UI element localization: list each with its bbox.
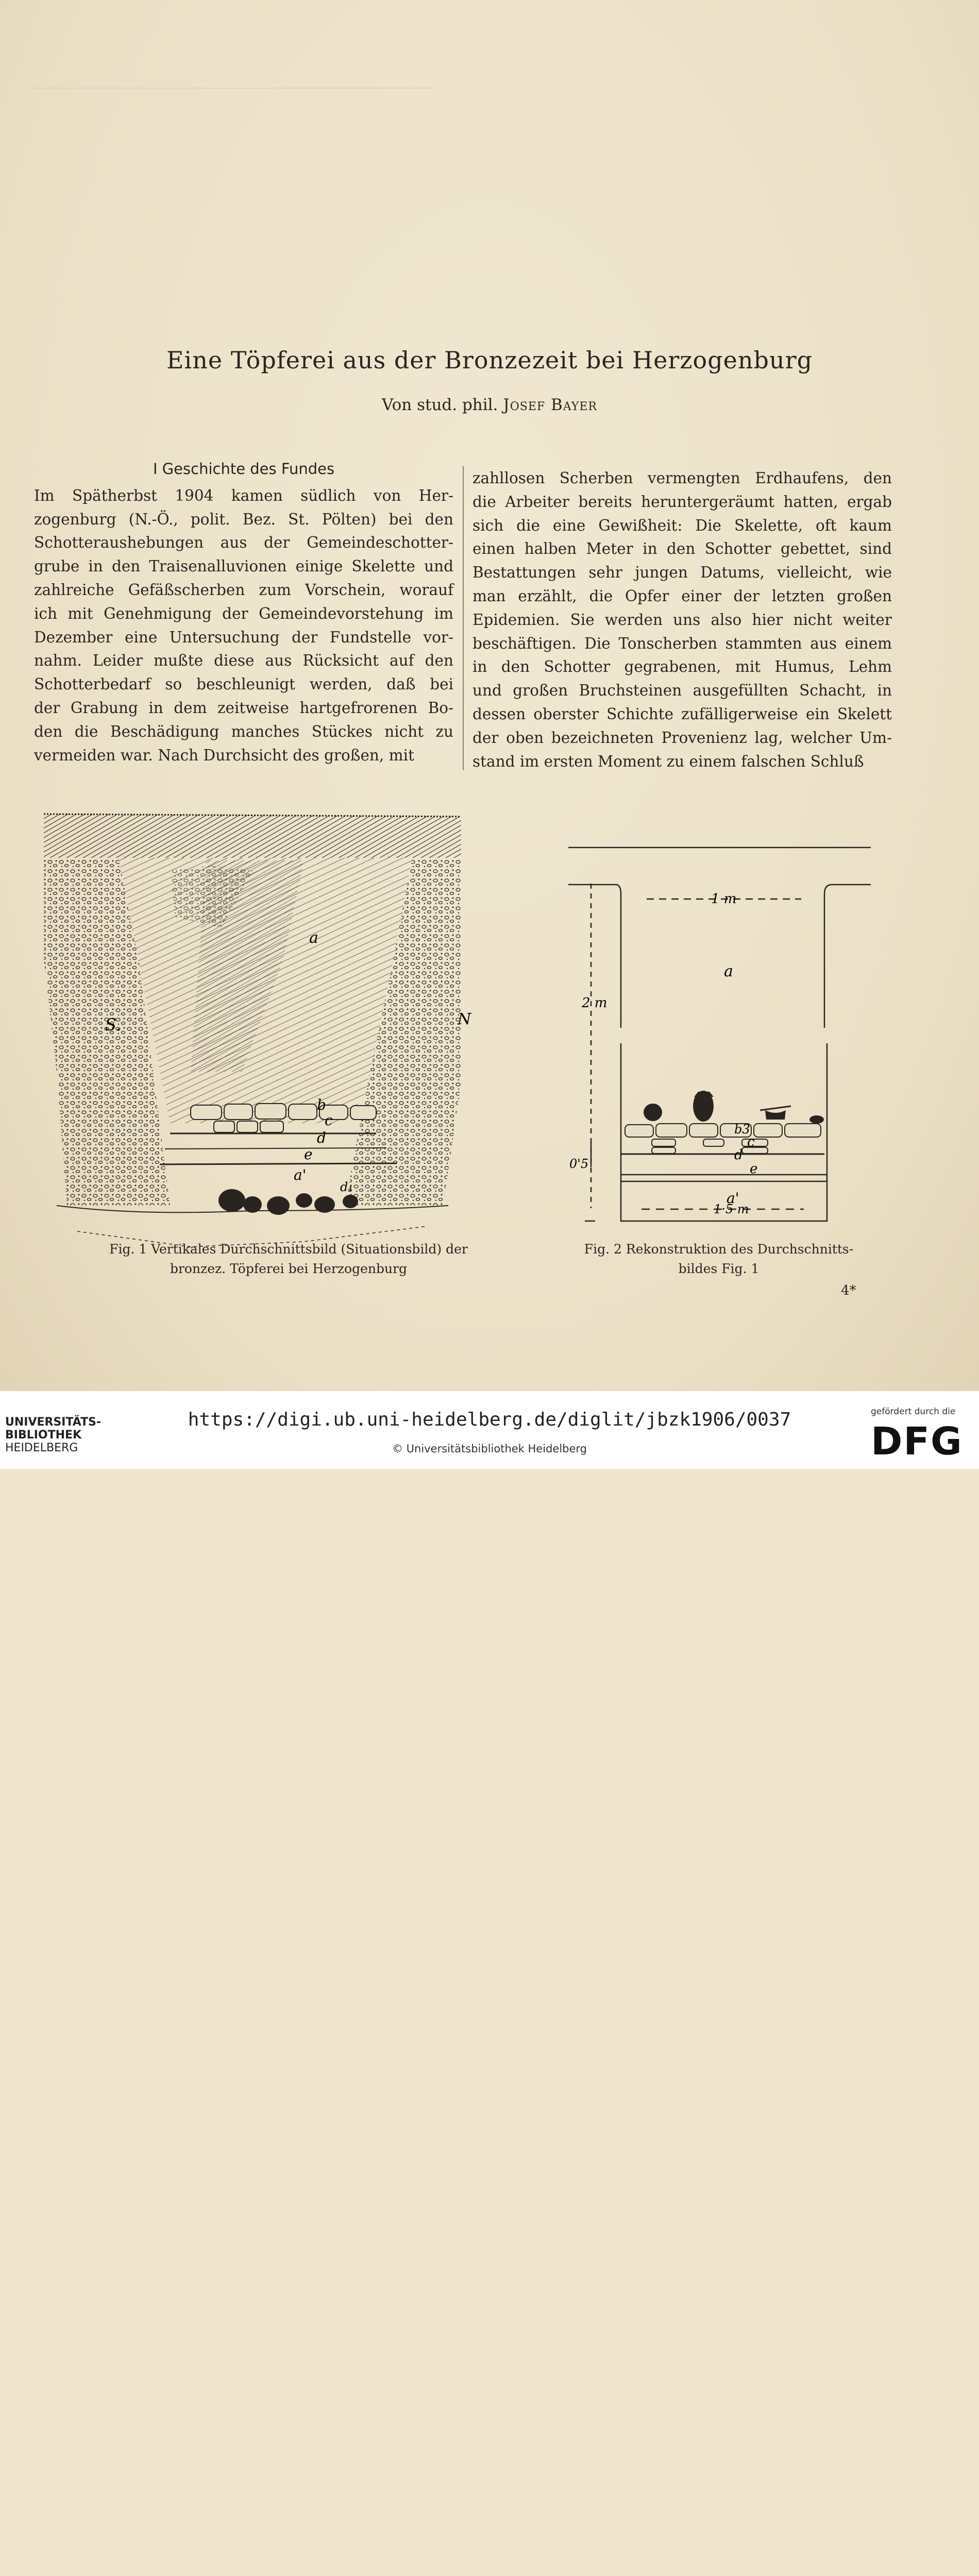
bleed-through-text: [31, 88, 443, 345]
text-line: Schotterbedarf so beschleunigt werden, daß bei: [34, 675, 453, 693]
right-column-text: [472, 467, 892, 773]
figure-1-caption-line2: bronzez. Töpferei bei Herzogenburg: [170, 1261, 408, 1276]
stone-bench: [625, 1124, 821, 1154]
figure-2-caption-line2: bildes Fig. 1: [678, 1261, 759, 1276]
figure-1-sketch: [36, 804, 469, 1252]
fig1-label-d1: d₁: [340, 1180, 353, 1194]
figure-1-caption-line1: Fig. 1 Vertikales Durchschnittsbild (Situationsbild) der: [109, 1242, 468, 1257]
figure-2-reconstruction: [564, 837, 894, 1234]
fig2-label-a: a: [724, 962, 733, 980]
fig1-label-e: e: [304, 1146, 313, 1163]
fig1-label-d: d: [317, 1129, 326, 1146]
fig2-label-d: d: [734, 1147, 743, 1163]
section-heading: I Geschichte des Fundes: [153, 460, 335, 478]
left-column-text: [34, 484, 453, 768]
text-line: in den Schotter gegrabenen, mit Humus, Lehm: [472, 658, 892, 676]
fig1-label-a1: a': [294, 1166, 307, 1183]
text-line: stand im ersten Moment zu einem falschen Schluß: [472, 752, 864, 770]
text-line: nahm. Leider mußte diese aus Rücksicht auf den: [34, 652, 453, 670]
fig1-label-b: b: [317, 1096, 326, 1113]
figure-2-caption: [546, 1240, 891, 1279]
author-prefix: Von stud. phil.: [382, 396, 503, 414]
text-line: sich die eine Gewißheit: Die Skelette, oft kaum: [472, 516, 892, 534]
text-line: die Arbeiter bereits heruntergeräumt hatten, ergab: [472, 493, 892, 511]
author-name: Josef Bayer: [503, 396, 597, 414]
text-line: zahllosen Scherben vermengten Erdhaufens, den: [472, 469, 892, 487]
text-line: beschäftigen. Die Tonscherben stammten aus einem: [472, 634, 892, 652]
text-line: und großen Bruchsteinen ausgefüllten Schacht, in: [472, 682, 892, 700]
text-line: der oben bezeichneten Provenienz lag, welcher Um-: [472, 728, 892, 747]
figure-2-caption-line1: Fig. 2 Rekonstruktion des Durchschnitts-: [584, 1242, 854, 1257]
text-line: Schotteraushebungen aus der Gemeindeschotter-: [34, 534, 453, 552]
library-line3: HEIDELBERG: [5, 1442, 78, 1454]
fig2-label-width-bottom: 1·5 m: [714, 1202, 749, 1216]
fig2-label-b3: b3: [734, 1122, 750, 1137]
column-divider: [463, 466, 464, 770]
text-line: einen halben Meter in den Schotter gebettet, sind: [472, 540, 892, 558]
text-line: dessen oberster Schichte zufälligerweise ein Skelett: [472, 705, 892, 723]
funded-by-label: gefördert durch die: [871, 1406, 956, 1417]
text-line: der Grabung in dem zeitweise hartgefrorenen Bo-: [34, 699, 453, 717]
text-line: zogenburg (N.-Ö., polit. Bez. St. Pölten) bei den: [34, 510, 453, 528]
text-line: zahlreiche Gefäßscherben zum Vorschein, worauf: [34, 581, 453, 599]
left-column: [34, 457, 453, 767]
fig2-label-height: 2 m: [582, 995, 607, 1011]
text-line: Im Spätherbst 1904 kamen südlich von Her-: [34, 486, 453, 504]
text-line: vermeiden war. Nach Durchsicht des großen, mit: [34, 746, 414, 764]
library-line2: BIBLIOTHEK: [5, 1429, 82, 1442]
article-author: [0, 396, 979, 414]
fig1-label-a: a: [309, 929, 318, 947]
fig2-label-depth: 0'5: [569, 1157, 589, 1171]
article-title: Eine Töpferei aus der Bronzezeit bei Herzogenburg: [166, 346, 813, 374]
text-line: man erzählt, die Opfer einer der letzten großen: [472, 587, 892, 605]
permalink-url[interactable]: https://digi.ub.uni-heidelberg.de/diglit/jbzk1906/0037: [188, 1409, 791, 1430]
text-line: ich mit Genehmigung der Gemeindevorstehung im: [34, 604, 453, 622]
fig2-label-c: c: [747, 1134, 755, 1150]
text-line: Dezember eine Untersuchung der Fundstelle vor-: [34, 628, 453, 646]
fig2-label-width-top: 1 m: [711, 891, 737, 907]
fig1-label-s: S.: [105, 1015, 121, 1035]
dfg-logo: DFG: [871, 1419, 963, 1464]
text-line: Bestattungen sehr jungen Datums, vielleicht, wie: [472, 564, 892, 582]
fig2-label-a1: a': [727, 1190, 739, 1207]
fig1-label-c: c: [325, 1112, 333, 1129]
copyright-notice: © Universitätsbibliothek Heidelberg: [392, 1443, 587, 1455]
vessels: [644, 1091, 824, 1124]
library-line1: UNIVERSITÄTS-: [5, 1416, 102, 1429]
fig1-label-n: N: [458, 1010, 471, 1028]
text-line: grube in den Traisenalluvionen einige Skelette und: [34, 557, 453, 575]
fig2-label-e: e: [750, 1161, 758, 1177]
right-column: [472, 467, 892, 773]
text-line: Epidemien. Sie werden uns also hier nicht weiter: [472, 611, 892, 629]
figure-1-caption: [82, 1240, 495, 1279]
text-line: den die Beschädigung manches Stückes nicht zu: [34, 722, 453, 740]
page-number: 4*: [841, 1283, 856, 1298]
